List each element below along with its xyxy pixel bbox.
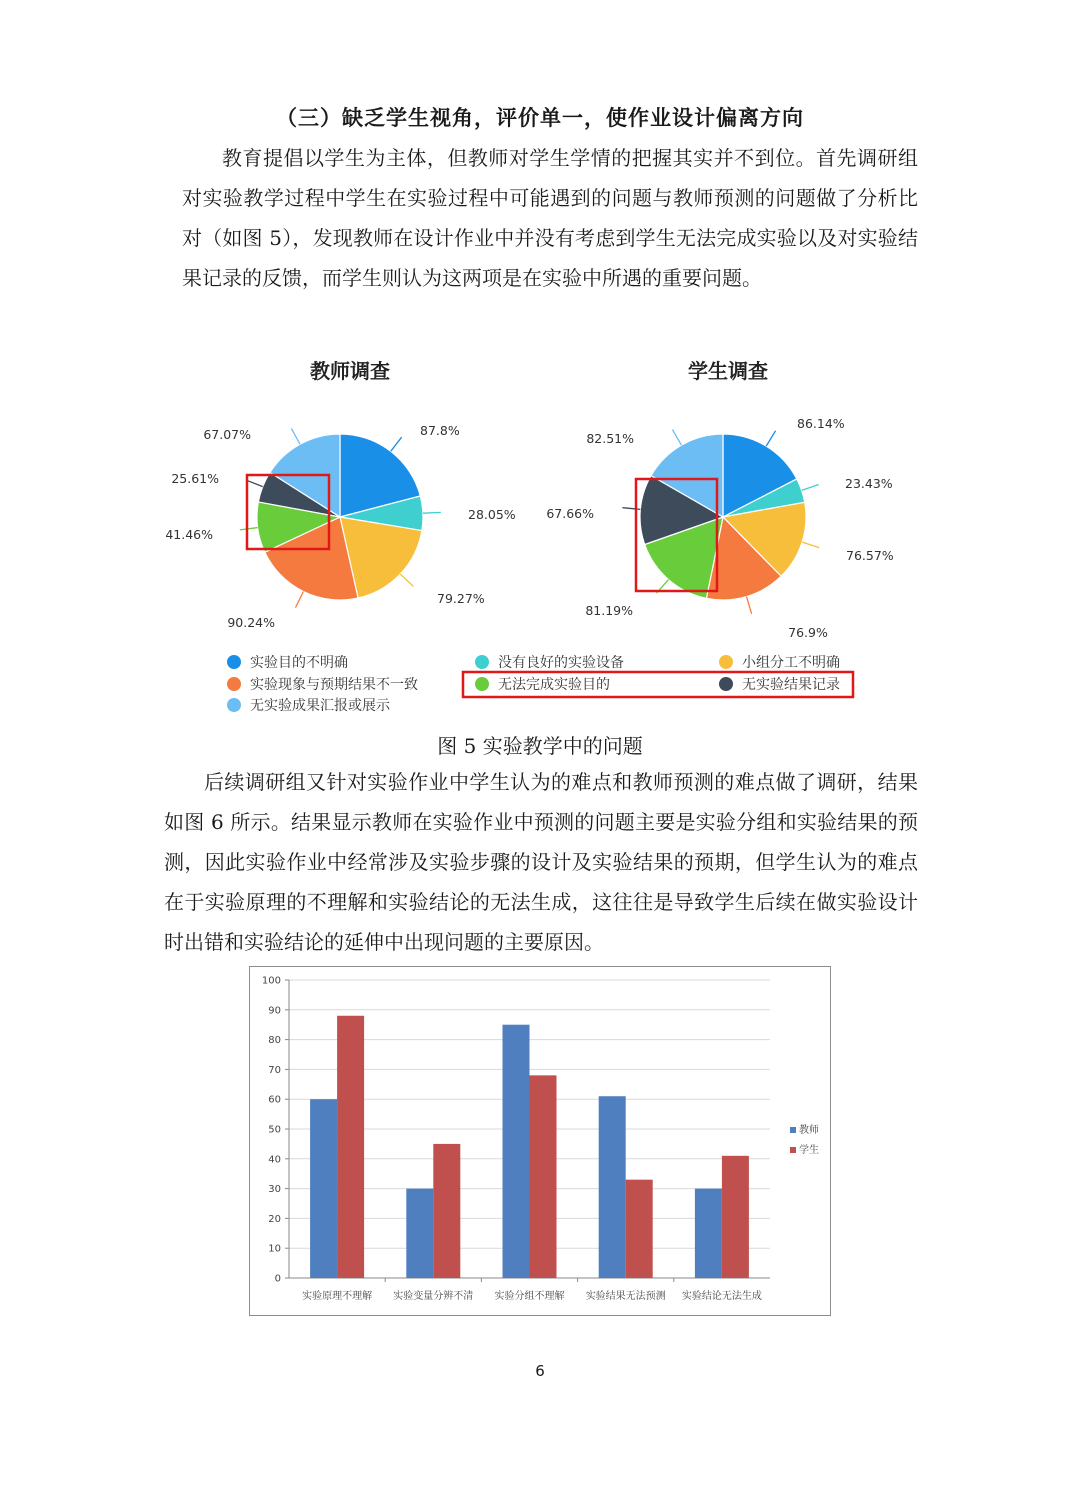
bar-legend-label: 学生 (799, 1145, 819, 1156)
legend-dot-icon (227, 655, 241, 669)
leader-line (622, 508, 640, 510)
figure5-caption: 图 5 实验教学中的问题 (437, 734, 643, 758)
legend-label: 无法完成实验目的 (498, 677, 610, 693)
bar-teacher (695, 1189, 722, 1278)
leader-line (240, 528, 258, 530)
bar-student (722, 1156, 749, 1278)
legend-dot-icon (719, 655, 733, 669)
slice-value-label: 76.9% (788, 625, 828, 640)
student-survey-title: 学生调查 (688, 359, 768, 383)
teacher-pie (165, 423, 515, 630)
bar-teacher (503, 1025, 530, 1278)
paragraph-followup: 后续调研组又针对实验作业中学生认为的难点和教师预测的难点做了调研，结果如图 6 所示。结果显示教师在实验作业中预测的问题主要是实验分组和实验结果的预测，因此实验作业中经常涉及实验步骤的设计及实验结果的预期，但学生认为的难点在于实验原理的不理解和实验结论的无法生成，这往往是导致学生后续在做实验设计时出错和实验结论的延伸中出现问题的主要原因。 (164, 770, 918, 954)
bar-legend-label: 教师 (799, 1125, 819, 1136)
y-tick-label: 0 (274, 1273, 281, 1285)
bar-legend-swatch-icon (790, 1127, 796, 1133)
slice-value-label: 25.61% (171, 471, 219, 486)
page-number: 6 (535, 1362, 545, 1380)
legend-label: 无实验成果汇报或展示 (250, 698, 390, 714)
leader-line (423, 512, 441, 513)
leader-line (802, 542, 819, 547)
bar-teacher (406, 1189, 433, 1278)
legend-dot-icon (227, 698, 241, 712)
y-tick-label: 70 (268, 1064, 281, 1076)
y-tick-label: 100 (261, 975, 281, 987)
slice-value-label: 67.66% (546, 506, 594, 521)
y-tick-label: 20 (268, 1213, 281, 1225)
slice-value-label: 87.8% (420, 423, 460, 438)
slice-value-label: 79.27% (437, 591, 485, 606)
leader-line (766, 431, 775, 446)
slice-value-label: 76.57% (846, 548, 894, 563)
leader-line (747, 597, 752, 614)
bar-student (433, 1144, 460, 1278)
bar-legend-swatch-icon (790, 1147, 796, 1153)
x-category-label: 实验变量分辨不清 (393, 1291, 474, 1302)
leader-line (291, 428, 300, 444)
leader-line (672, 430, 681, 446)
figure5-pie-charts (150, 345, 910, 720)
y-tick-label: 30 (268, 1184, 281, 1196)
legend-dot-icon (227, 677, 241, 691)
slice-value-label: 41.46% (165, 527, 213, 542)
legend-label: 无实验结果记录 (742, 677, 840, 693)
student-pie (546, 416, 893, 640)
slice-value-label: 90.24% (227, 615, 275, 630)
figure6-bar-chart-frame (249, 966, 831, 1316)
legend-dot-icon (475, 677, 489, 691)
slice-value-label: 81.19% (585, 603, 633, 618)
slice-value-label: 86.14% (797, 416, 845, 431)
legend-label: 实验目的不明确 (250, 655, 348, 671)
legend-dot-icon (475, 655, 489, 669)
leader-line (400, 574, 413, 586)
y-tick-label: 50 (268, 1124, 281, 1136)
bar-teacher (310, 1099, 337, 1278)
legend-dot-icon (719, 677, 733, 691)
leader-line (295, 591, 303, 607)
section-heading: （三）缺乏学生视角，评价单一，使作业设计偏离方向 (276, 105, 804, 130)
slice-value-label: 28.05% (468, 507, 516, 522)
bar-student (530, 1075, 557, 1278)
y-tick-label: 90 (268, 1005, 281, 1017)
pie-legend (227, 655, 840, 714)
paragraph-intro: 教育提倡以学生为主体，但教师对学生学情的把握其实并不到位。首先调研组对实验教学过程中学生在实验过程中可能遇到的问题与教师预测的问题做了分析比对（如图 5），发现教师在设计作业中并没有考虑到学生无法完成实验以及对实验结果记录的反馈，而学生则认为这两项是在实验中所遇的重要问题。 (182, 146, 918, 290)
bar-teacher (599, 1096, 626, 1278)
y-tick-label: 10 (268, 1243, 281, 1255)
x-category-label: 实验原理不理解 (302, 1291, 373, 1302)
slice-value-label: 67.07% (203, 427, 251, 442)
y-tick-label: 40 (268, 1154, 281, 1166)
leader-line (391, 437, 402, 451)
y-tick-label: 80 (268, 1035, 281, 1047)
y-tick-label: 60 (268, 1094, 281, 1106)
legend-label: 实验现象与预期结果不一致 (250, 677, 418, 693)
x-category-label: 实验结果无法预测 (585, 1291, 666, 1302)
bar-student (626, 1180, 653, 1278)
teacher-survey-title: 教师调查 (310, 359, 390, 383)
legend-label: 没有良好的实验设备 (498, 655, 624, 671)
bar-student (337, 1016, 364, 1278)
leader-line (802, 485, 819, 491)
figure6-bar-chart (250, 967, 829, 1314)
leader-line (246, 480, 263, 487)
legend-label: 小组分工不明确 (742, 655, 840, 671)
x-category-label: 实验结论无法生成 (681, 1291, 762, 1302)
slice-value-label: 23.43% (845, 476, 893, 491)
x-category-label: 实验分组不理解 (494, 1291, 565, 1302)
slice-value-label: 82.51% (586, 431, 634, 446)
